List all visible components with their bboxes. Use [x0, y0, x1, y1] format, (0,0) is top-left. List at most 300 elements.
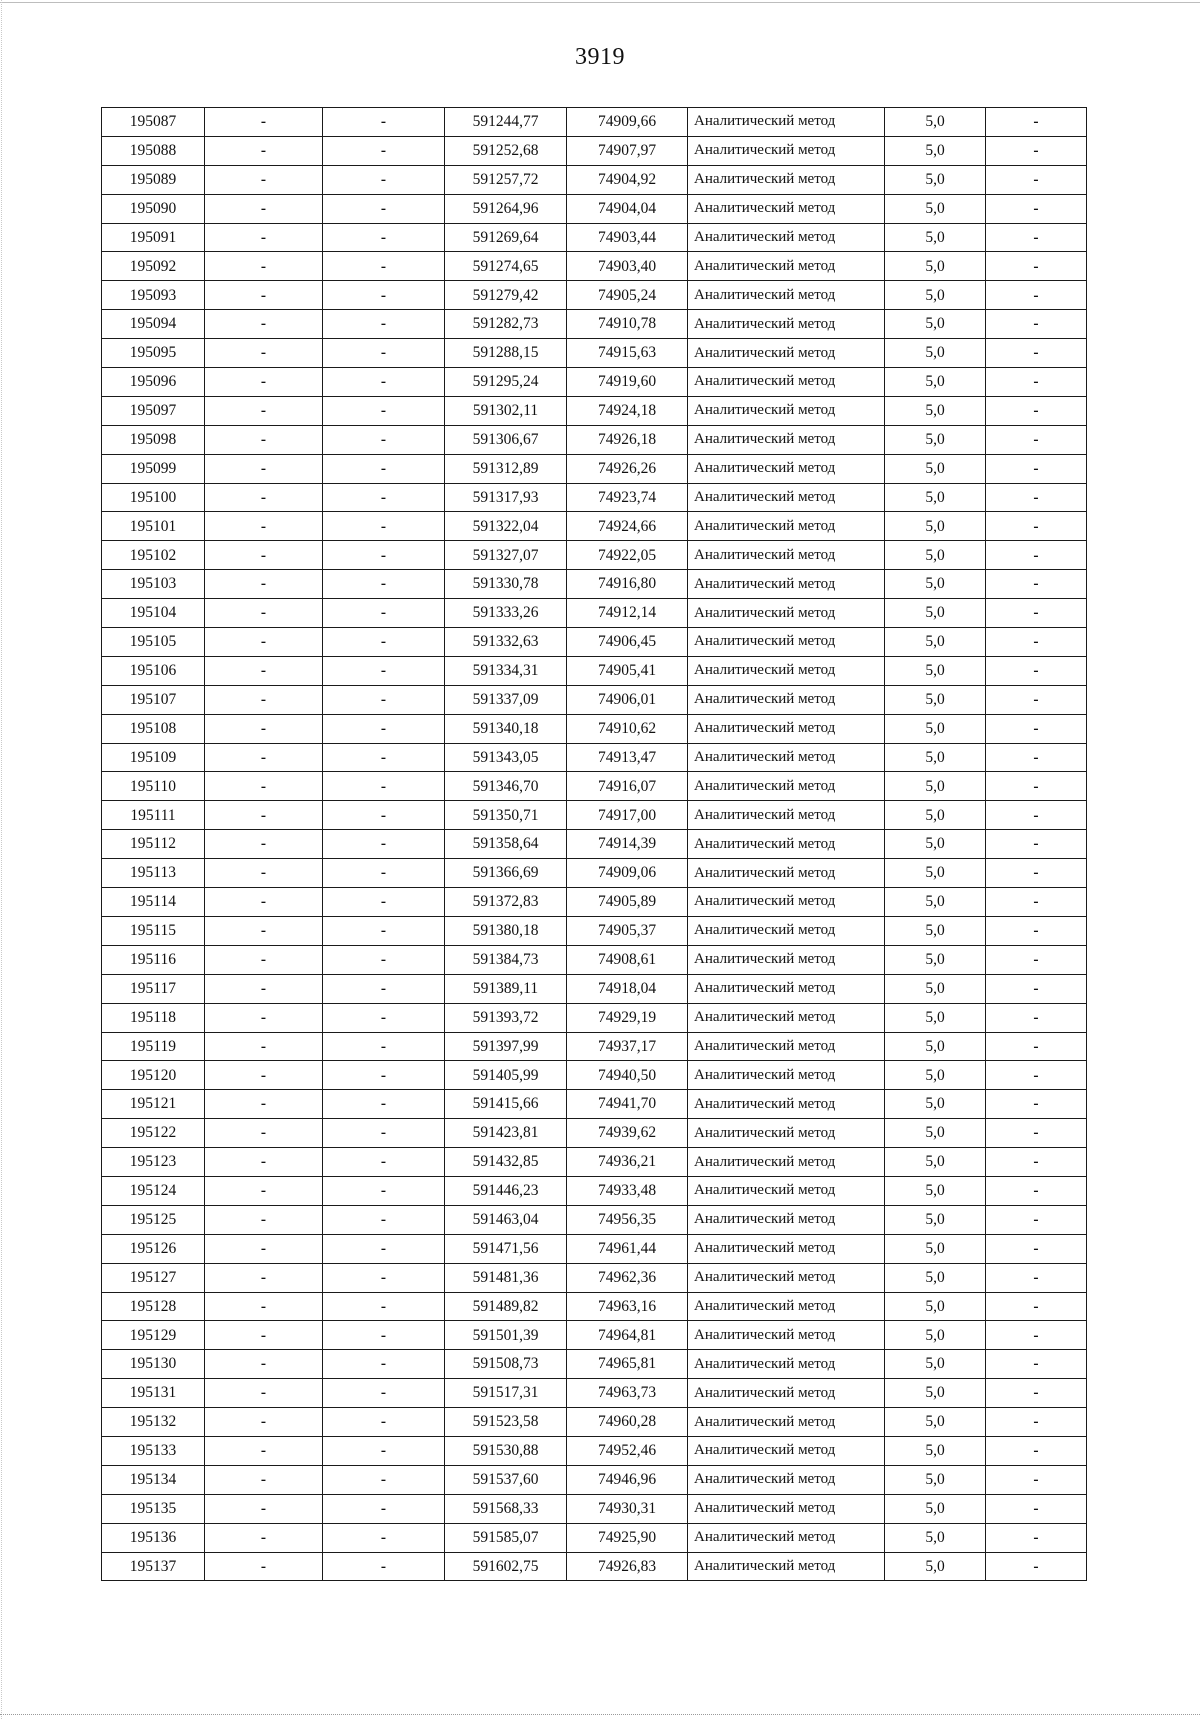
cell-accuracy: 5,0 [885, 859, 986, 888]
table-row [102, 1523, 1087, 1552]
table-row [102, 714, 1087, 743]
cell-coordinate-y: 74904,04 [567, 194, 688, 223]
cell-empty-dash: - [986, 1205, 1087, 1234]
cell-coordinate-y: 74933,48 [567, 1176, 688, 1205]
cell-empty-dash: - [205, 1436, 323, 1465]
cell-empty-dash: - [323, 1552, 445, 1581]
cell-coordinate-y: 74909,66 [567, 108, 688, 137]
cell-coordinate-x: 591423,81 [445, 1119, 567, 1148]
cell-method: Аналитический метод [688, 888, 885, 917]
cell-coordinate-x: 591252,68 [445, 136, 567, 165]
table-row [102, 339, 1087, 368]
cell-coordinate-y: 74918,04 [567, 974, 688, 1003]
cell-method: Аналитический метод [688, 1263, 885, 1292]
cell-empty-dash: - [986, 916, 1087, 945]
cell-coordinate-x: 591302,11 [445, 396, 567, 425]
cell-coordinate-x: 591501,39 [445, 1321, 567, 1350]
cell-empty-dash: - [323, 1321, 445, 1350]
cell-empty-dash: - [205, 1090, 323, 1119]
cell-empty-dash: - [986, 1321, 1087, 1350]
cell-empty-dash: - [986, 1148, 1087, 1177]
cell-point-number: 195115 [102, 916, 205, 945]
table-row [102, 1552, 1087, 1581]
cell-coordinate-x: 591350,71 [445, 801, 567, 830]
table-row [102, 396, 1087, 425]
cell-empty-dash: - [986, 194, 1087, 223]
cell-point-number: 195112 [102, 830, 205, 859]
table-row [102, 916, 1087, 945]
scan-edge-top [0, 2, 1200, 3]
cell-accuracy: 5,0 [885, 1494, 986, 1523]
cell-accuracy: 5,0 [885, 1263, 986, 1292]
scan-edge-left [1, 0, 2, 1719]
cell-coordinate-y: 74906,45 [567, 628, 688, 657]
cell-point-number: 195117 [102, 974, 205, 1003]
cell-accuracy: 5,0 [885, 252, 986, 281]
table-row [102, 888, 1087, 917]
cell-coordinate-y: 74964,81 [567, 1321, 688, 1350]
cell-empty-dash: - [986, 425, 1087, 454]
cell-empty-dash: - [205, 916, 323, 945]
cell-accuracy: 5,0 [885, 1119, 986, 1148]
cell-empty-dash: - [205, 425, 323, 454]
cell-accuracy: 5,0 [885, 1003, 986, 1032]
cell-accuracy: 5,0 [885, 1523, 986, 1552]
cell-coordinate-x: 591372,83 [445, 888, 567, 917]
cell-method: Аналитический метод [688, 1465, 885, 1494]
cell-empty-dash: - [986, 165, 1087, 194]
cell-coordinate-x: 591343,05 [445, 743, 567, 772]
cell-coordinate-x: 591312,89 [445, 454, 567, 483]
table-row [102, 223, 1087, 252]
cell-method: Аналитический метод [688, 541, 885, 570]
cell-empty-dash: - [323, 1292, 445, 1321]
cell-empty-dash: - [986, 974, 1087, 1003]
table-row [102, 1321, 1087, 1350]
cell-method: Аналитический метод [688, 830, 885, 859]
cell-empty-dash: - [323, 743, 445, 772]
cell-coordinate-x: 591317,93 [445, 483, 567, 512]
cell-accuracy: 5,0 [885, 743, 986, 772]
cell-point-number: 195097 [102, 396, 205, 425]
cell-empty-dash: - [205, 108, 323, 137]
cell-method: Аналитический метод [688, 1205, 885, 1234]
cell-method: Аналитический метод [688, 483, 885, 512]
cell-coordinate-x: 591393,72 [445, 1003, 567, 1032]
cell-empty-dash: - [205, 1205, 323, 1234]
cell-empty-dash: - [986, 1408, 1087, 1437]
cell-method: Аналитический метод [688, 281, 885, 310]
cell-empty-dash: - [205, 136, 323, 165]
cell-point-number: 195095 [102, 339, 205, 368]
cell-empty-dash: - [323, 339, 445, 368]
cell-point-number: 195134 [102, 1465, 205, 1494]
table-row [102, 1292, 1087, 1321]
cell-accuracy: 5,0 [885, 1176, 986, 1205]
cell-empty-dash: - [205, 685, 323, 714]
cell-method: Аналитический метод [688, 1408, 885, 1437]
cell-empty-dash: - [323, 541, 445, 570]
table-row [102, 541, 1087, 570]
cell-coordinate-x: 591346,70 [445, 772, 567, 801]
cell-coordinate-x: 591602,75 [445, 1552, 567, 1581]
cell-empty-dash: - [323, 714, 445, 743]
cell-empty-dash: - [205, 541, 323, 570]
cell-coordinate-x: 591523,58 [445, 1408, 567, 1437]
cell-accuracy: 5,0 [885, 396, 986, 425]
cell-method: Аналитический метод [688, 599, 885, 628]
cell-coordinate-x: 591585,07 [445, 1523, 567, 1552]
cell-coordinate-y: 74936,21 [567, 1148, 688, 1177]
cell-accuracy: 5,0 [885, 830, 986, 859]
cell-coordinate-y: 74907,97 [567, 136, 688, 165]
cell-method: Аналитический метод [688, 1436, 885, 1465]
cell-point-number: 195131 [102, 1379, 205, 1408]
cell-coordinate-y: 74909,06 [567, 859, 688, 888]
cell-point-number: 195105 [102, 628, 205, 657]
cell-empty-dash: - [323, 1379, 445, 1408]
cell-coordinate-y: 74926,26 [567, 454, 688, 483]
cell-point-number: 195124 [102, 1176, 205, 1205]
cell-accuracy: 5,0 [885, 1234, 986, 1263]
cell-point-number: 195092 [102, 252, 205, 281]
cell-coordinate-y: 74926,18 [567, 425, 688, 454]
cell-empty-dash: - [986, 1032, 1087, 1061]
cell-point-number: 195102 [102, 541, 205, 570]
cell-coordinate-x: 591274,65 [445, 252, 567, 281]
cell-empty-dash: - [323, 1523, 445, 1552]
cell-empty-dash: - [986, 339, 1087, 368]
cell-empty-dash: - [205, 1321, 323, 1350]
table-row [102, 1061, 1087, 1090]
cell-method: Аналитический метод [688, 425, 885, 454]
cell-empty-dash: - [323, 368, 445, 397]
cell-method: Аналитический метод [688, 945, 885, 974]
cell-point-number: 195118 [102, 1003, 205, 1032]
cell-coordinate-x: 591282,73 [445, 310, 567, 339]
cell-coordinate-x: 591330,78 [445, 570, 567, 599]
cell-method: Аналитический метод [688, 165, 885, 194]
table-row [102, 368, 1087, 397]
cell-coordinate-y: 74910,78 [567, 310, 688, 339]
cell-empty-dash: - [323, 916, 445, 945]
cell-empty-dash: - [986, 656, 1087, 685]
cell-coordinate-y: 74940,50 [567, 1061, 688, 1090]
cell-empty-dash: - [205, 1350, 323, 1379]
cell-empty-dash: - [323, 685, 445, 714]
cell-empty-dash: - [323, 628, 445, 657]
cell-empty-dash: - [205, 1465, 323, 1494]
cell-coordinate-y: 74930,31 [567, 1494, 688, 1523]
cell-coordinate-x: 591380,18 [445, 916, 567, 945]
cell-coordinate-x: 591508,73 [445, 1350, 567, 1379]
cell-empty-dash: - [986, 830, 1087, 859]
cell-empty-dash: - [986, 1061, 1087, 1090]
cell-empty-dash: - [323, 801, 445, 830]
cell-empty-dash: - [205, 974, 323, 1003]
cell-empty-dash: - [205, 859, 323, 888]
cell-point-number: 195128 [102, 1292, 205, 1321]
cell-empty-dash: - [205, 368, 323, 397]
cell-point-number: 195090 [102, 194, 205, 223]
cell-empty-dash: - [205, 945, 323, 974]
cell-empty-dash: - [986, 541, 1087, 570]
cell-method: Аналитический метод [688, 1234, 885, 1263]
cell-method: Аналитический метод [688, 1176, 885, 1205]
cell-method: Аналитический метод [688, 685, 885, 714]
cell-point-number: 195093 [102, 281, 205, 310]
cell-coordinate-y: 74962,36 [567, 1263, 688, 1292]
cell-empty-dash: - [205, 1494, 323, 1523]
cell-empty-dash: - [323, 1408, 445, 1437]
cell-coordinate-y: 74963,16 [567, 1292, 688, 1321]
cell-empty-dash: - [323, 396, 445, 425]
cell-method: Аналитический метод [688, 859, 885, 888]
table-row [102, 1408, 1087, 1437]
cell-accuracy: 5,0 [885, 454, 986, 483]
cell-empty-dash: - [323, 1263, 445, 1292]
cell-empty-dash: - [986, 772, 1087, 801]
cell-empty-dash: - [986, 223, 1087, 252]
cell-empty-dash: - [986, 570, 1087, 599]
table-row [102, 570, 1087, 599]
cell-coordinate-x: 591358,64 [445, 830, 567, 859]
table-row [102, 1205, 1087, 1234]
cell-point-number: 195107 [102, 685, 205, 714]
cell-empty-dash: - [323, 136, 445, 165]
cell-empty-dash: - [986, 801, 1087, 830]
cell-method: Аналитический метод [688, 108, 885, 137]
cell-method: Аналитический метод [688, 310, 885, 339]
cell-accuracy: 5,0 [885, 1061, 986, 1090]
cell-empty-dash: - [205, 281, 323, 310]
table-row [102, 310, 1087, 339]
table-row [102, 165, 1087, 194]
cell-empty-dash: - [323, 281, 445, 310]
cell-coordinate-y: 74908,61 [567, 945, 688, 974]
cell-empty-dash: - [323, 599, 445, 628]
cell-empty-dash: - [986, 1234, 1087, 1263]
cell-empty-dash: - [205, 165, 323, 194]
cell-point-number: 195091 [102, 223, 205, 252]
cell-empty-dash: - [986, 1350, 1087, 1379]
cell-empty-dash: - [323, 165, 445, 194]
cell-accuracy: 5,0 [885, 1032, 986, 1061]
table-row [102, 1379, 1087, 1408]
cell-empty-dash: - [205, 714, 323, 743]
cell-empty-dash: - [323, 1494, 445, 1523]
cell-coordinate-x: 591340,18 [445, 714, 567, 743]
cell-empty-dash: - [205, 1379, 323, 1408]
cell-point-number: 195135 [102, 1494, 205, 1523]
table-row [102, 512, 1087, 541]
cell-method: Аналитический метод [688, 714, 885, 743]
cell-coordinate-y: 74939,62 [567, 1119, 688, 1148]
cell-empty-dash: - [986, 1292, 1087, 1321]
cell-coordinate-x: 591481,36 [445, 1263, 567, 1292]
cell-method: Аналитический метод [688, 136, 885, 165]
table-row [102, 1003, 1087, 1032]
cell-empty-dash: - [205, 1234, 323, 1263]
cell-coordinate-x: 591269,64 [445, 223, 567, 252]
cell-empty-dash: - [986, 1176, 1087, 1205]
cell-method: Аналитический метод [688, 743, 885, 772]
cell-coordinate-x: 591337,09 [445, 685, 567, 714]
cell-empty-dash: - [323, 656, 445, 685]
cell-point-number: 195127 [102, 1263, 205, 1292]
cell-method: Аналитический метод [688, 1292, 885, 1321]
cell-point-number: 195088 [102, 136, 205, 165]
cell-accuracy: 5,0 [885, 1321, 986, 1350]
cell-method: Аналитический метод [688, 339, 885, 368]
table-row [102, 281, 1087, 310]
table-row [102, 628, 1087, 657]
cell-accuracy: 5,0 [885, 685, 986, 714]
cell-coordinate-x: 591306,67 [445, 425, 567, 454]
cell-coordinate-y: 74923,74 [567, 483, 688, 512]
cell-empty-dash: - [205, 1552, 323, 1581]
cell-point-number: 195094 [102, 310, 205, 339]
table-row [102, 1263, 1087, 1292]
cell-empty-dash: - [205, 454, 323, 483]
cell-point-number: 195114 [102, 888, 205, 917]
cell-empty-dash: - [986, 368, 1087, 397]
cell-coordinate-y: 74910,62 [567, 714, 688, 743]
cell-point-number: 195120 [102, 1061, 205, 1090]
cell-empty-dash: - [323, 570, 445, 599]
cell-empty-dash: - [205, 252, 323, 281]
cell-method: Аналитический метод [688, 1494, 885, 1523]
cell-empty-dash: - [205, 339, 323, 368]
cell-coordinate-y: 74965,81 [567, 1350, 688, 1379]
cell-coordinate-x: 591332,63 [445, 628, 567, 657]
cell-accuracy: 5,0 [885, 136, 986, 165]
table-row [102, 108, 1087, 137]
cell-accuracy: 5,0 [885, 1552, 986, 1581]
cell-empty-dash: - [205, 1292, 323, 1321]
cell-empty-dash: - [205, 570, 323, 599]
cell-coordinate-y: 74946,96 [567, 1465, 688, 1494]
cell-point-number: 195137 [102, 1552, 205, 1581]
cell-method: Аналитический метод [688, 1350, 885, 1379]
cell-method: Аналитический метод [688, 772, 885, 801]
cell-empty-dash: - [205, 1176, 323, 1205]
cell-empty-dash: - [323, 1350, 445, 1379]
cell-empty-dash: - [205, 830, 323, 859]
cell-empty-dash: - [986, 1263, 1087, 1292]
cell-empty-dash: - [986, 396, 1087, 425]
table-row [102, 830, 1087, 859]
cell-coordinate-y: 74905,24 [567, 281, 688, 310]
cell-coordinate-x: 591397,99 [445, 1032, 567, 1061]
table-row [102, 974, 1087, 1003]
cell-point-number: 195116 [102, 945, 205, 974]
cell-empty-dash: - [323, 483, 445, 512]
cell-method: Аналитический метод [688, 252, 885, 281]
cell-empty-dash: - [205, 310, 323, 339]
cell-coordinate-x: 591366,69 [445, 859, 567, 888]
cell-method: Аналитический метод [688, 1119, 885, 1148]
cell-accuracy: 5,0 [885, 310, 986, 339]
cell-coordinate-y: 74963,73 [567, 1379, 688, 1408]
cell-empty-dash: - [205, 223, 323, 252]
cell-empty-dash: - [986, 252, 1087, 281]
cell-empty-dash: - [323, 888, 445, 917]
cell-accuracy: 5,0 [885, 772, 986, 801]
cell-empty-dash: - [323, 1003, 445, 1032]
cell-point-number: 195119 [102, 1032, 205, 1061]
cell-empty-dash: - [205, 1523, 323, 1552]
cell-accuracy: 5,0 [885, 974, 986, 1003]
cell-method: Аналитический метод [688, 223, 885, 252]
cell-point-number: 195129 [102, 1321, 205, 1350]
table-row [102, 1234, 1087, 1263]
cell-point-number: 195087 [102, 108, 205, 137]
cell-accuracy: 5,0 [885, 1292, 986, 1321]
cell-empty-dash: - [986, 281, 1087, 310]
cell-accuracy: 5,0 [885, 599, 986, 628]
table-row [102, 454, 1087, 483]
table-row [102, 743, 1087, 772]
cell-accuracy: 5,0 [885, 339, 986, 368]
cell-coordinate-y: 74925,90 [567, 1523, 688, 1552]
cell-point-number: 195089 [102, 165, 205, 194]
cell-point-number: 195122 [102, 1119, 205, 1148]
cell-coordinate-x: 591415,66 [445, 1090, 567, 1119]
cell-empty-dash: - [986, 1119, 1087, 1148]
cell-empty-dash: - [323, 859, 445, 888]
table-row [102, 483, 1087, 512]
cell-empty-dash: - [323, 1205, 445, 1234]
cell-empty-dash: - [323, 1148, 445, 1177]
table-row [102, 1494, 1087, 1523]
cell-coordinate-x: 591295,24 [445, 368, 567, 397]
cell-empty-dash: - [323, 1234, 445, 1263]
cell-empty-dash: - [323, 830, 445, 859]
cell-coordinate-y: 74914,39 [567, 830, 688, 859]
cell-coordinate-x: 591471,56 [445, 1234, 567, 1263]
table-row [102, 136, 1087, 165]
cell-coordinate-y: 74904,92 [567, 165, 688, 194]
cell-accuracy: 5,0 [885, 368, 986, 397]
cell-method: Аналитический метод [688, 1379, 885, 1408]
cell-method: Аналитический метод [688, 194, 885, 223]
cell-method: Аналитический метод [688, 628, 885, 657]
cell-empty-dash: - [205, 801, 323, 830]
cell-coordinate-x: 591530,88 [445, 1436, 567, 1465]
cell-accuracy: 5,0 [885, 888, 986, 917]
cell-empty-dash: - [205, 1032, 323, 1061]
cell-empty-dash: - [323, 1032, 445, 1061]
table-row [102, 801, 1087, 830]
cell-point-number: 195123 [102, 1148, 205, 1177]
table-row [102, 945, 1087, 974]
cell-empty-dash: - [205, 194, 323, 223]
cell-method: Аналитический метод [688, 974, 885, 1003]
cell-coordinate-x: 591568,33 [445, 1494, 567, 1523]
cell-coordinate-x: 591334,31 [445, 656, 567, 685]
cell-coordinate-y: 74916,80 [567, 570, 688, 599]
cell-point-number: 195100 [102, 483, 205, 512]
cell-point-number: 195132 [102, 1408, 205, 1437]
cell-empty-dash: - [986, 859, 1087, 888]
cell-coordinate-x: 591389,11 [445, 974, 567, 1003]
cell-empty-dash: - [986, 1436, 1087, 1465]
cell-empty-dash: - [986, 888, 1087, 917]
cell-coordinate-y: 74916,07 [567, 772, 688, 801]
cell-coordinate-x: 591279,42 [445, 281, 567, 310]
cell-empty-dash: - [986, 310, 1087, 339]
